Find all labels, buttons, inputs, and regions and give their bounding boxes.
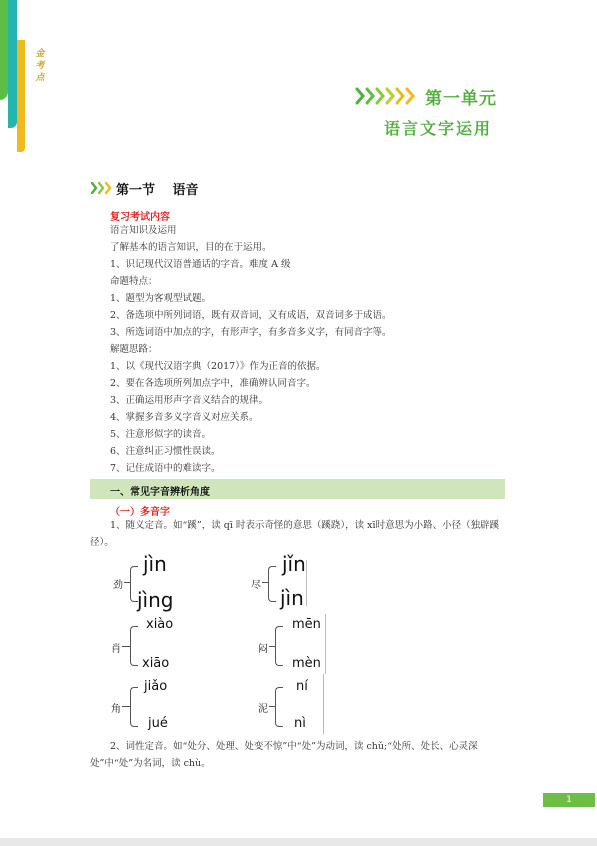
text-line: 语言知识及运用 (110, 225, 177, 236)
text-line: 1、题型为客观型试题。 (110, 293, 212, 304)
pinyin-char: 闷 (258, 644, 268, 655)
pinyin-bottom: jìng (137, 588, 174, 612)
pinyin-bottom: xiāo (142, 656, 170, 671)
decor-bar-teal (8, 0, 17, 128)
bracket (268, 566, 276, 602)
section-chevrons-icon (90, 181, 112, 195)
pinyin-top: jiǎo (144, 679, 168, 694)
pinyin-bottom: jué (148, 716, 168, 731)
text-line: 7、记住成语中的难读字。 (110, 463, 221, 474)
pinyin-top: mēn (292, 617, 321, 632)
text-line: 6、注意纠正习惯性误读。 (110, 446, 221, 457)
pinyin-char: 尽 (251, 580, 261, 591)
pinyin-bottom: nì (294, 716, 306, 731)
bracket (275, 687, 283, 727)
text-line: 1、识记现代汉语普通话的字音。难度 A 级 (110, 259, 291, 270)
text-line: 3、所选词语中加点的字，有形声字，有多音多义字，有同音字等。 (110, 327, 392, 338)
text-line: 命题特点： (110, 276, 158, 287)
footer-strip (0, 838, 597, 846)
page-number: 1 (566, 795, 572, 805)
pinyin-char: 肖 (111, 644, 121, 655)
unit-title: 第一单元 (425, 89, 497, 109)
divider (306, 560, 307, 606)
pinyin-top: jìn (143, 552, 167, 576)
bracket (130, 687, 138, 727)
pinyin-top: xiào (146, 617, 174, 632)
pinyin-char: 劲 (113, 580, 123, 591)
pinyin-char: 角 (111, 704, 121, 715)
text-line: 5、注意形似字的读音。 (110, 429, 212, 440)
section-title: 第一节 语音 (116, 183, 199, 198)
pinyin-top: ní (296, 679, 308, 694)
pinyin-top: jǐn (282, 552, 306, 576)
paragraph-2: 2、词性定音。如“处分、处理、处变不惊”中“处”为动词，读 chǔ;“处所、处长、心灵深处”中“处”为名词，读 chù。 (90, 741, 478, 769)
bracket-tick (122, 646, 130, 647)
review-heading: 复习考试内容 (110, 212, 170, 223)
paragraph-1: 1、随义定音。如“蹊”，读 qī 时表示奇怪的意思（蹊跷），读 xī时意思为小路、小径（独辟蹊径）。 (90, 520, 500, 548)
text-line: 2、要在各选项所列加点字中，准确辨认同音字。 (110, 378, 316, 389)
text-line: 解题思路： (110, 344, 158, 355)
text-line: 4、掌握多音多义字音义对应关系。 (110, 412, 259, 423)
unit-chevrons-icon (355, 86, 419, 106)
text-line: 2、备选项中所列词语，既有双音词，又有成语，双音词多于成语。 (110, 310, 392, 321)
pinyin-bottom: jìn (280, 586, 304, 610)
text-line: 3、正确运用形声字音义结合的规律。 (110, 395, 269, 406)
pinyin-char: 泥 (258, 704, 268, 715)
text-line: 了解基本的语言知识，目的在于运用。 (110, 242, 272, 253)
band-heading: 一、常见字音辨析角度 (110, 487, 210, 498)
divider (323, 674, 324, 734)
sub-heading: （一）多音字 (110, 507, 170, 518)
bracket (130, 626, 138, 666)
side-label: 金考点 (35, 49, 45, 83)
pinyin-bottom: mèn (292, 656, 321, 671)
unit-subtitle: 语言文字运用 (384, 119, 493, 138)
divider (325, 614, 326, 674)
decor-bar-yellow (17, 40, 25, 152)
bracket (275, 626, 283, 666)
bracket-tick (122, 706, 130, 707)
decor-bar-green (0, 0, 8, 100)
text-line: 1、以《现代汉语字典（2017）》作为正音的依据。 (110, 361, 326, 372)
